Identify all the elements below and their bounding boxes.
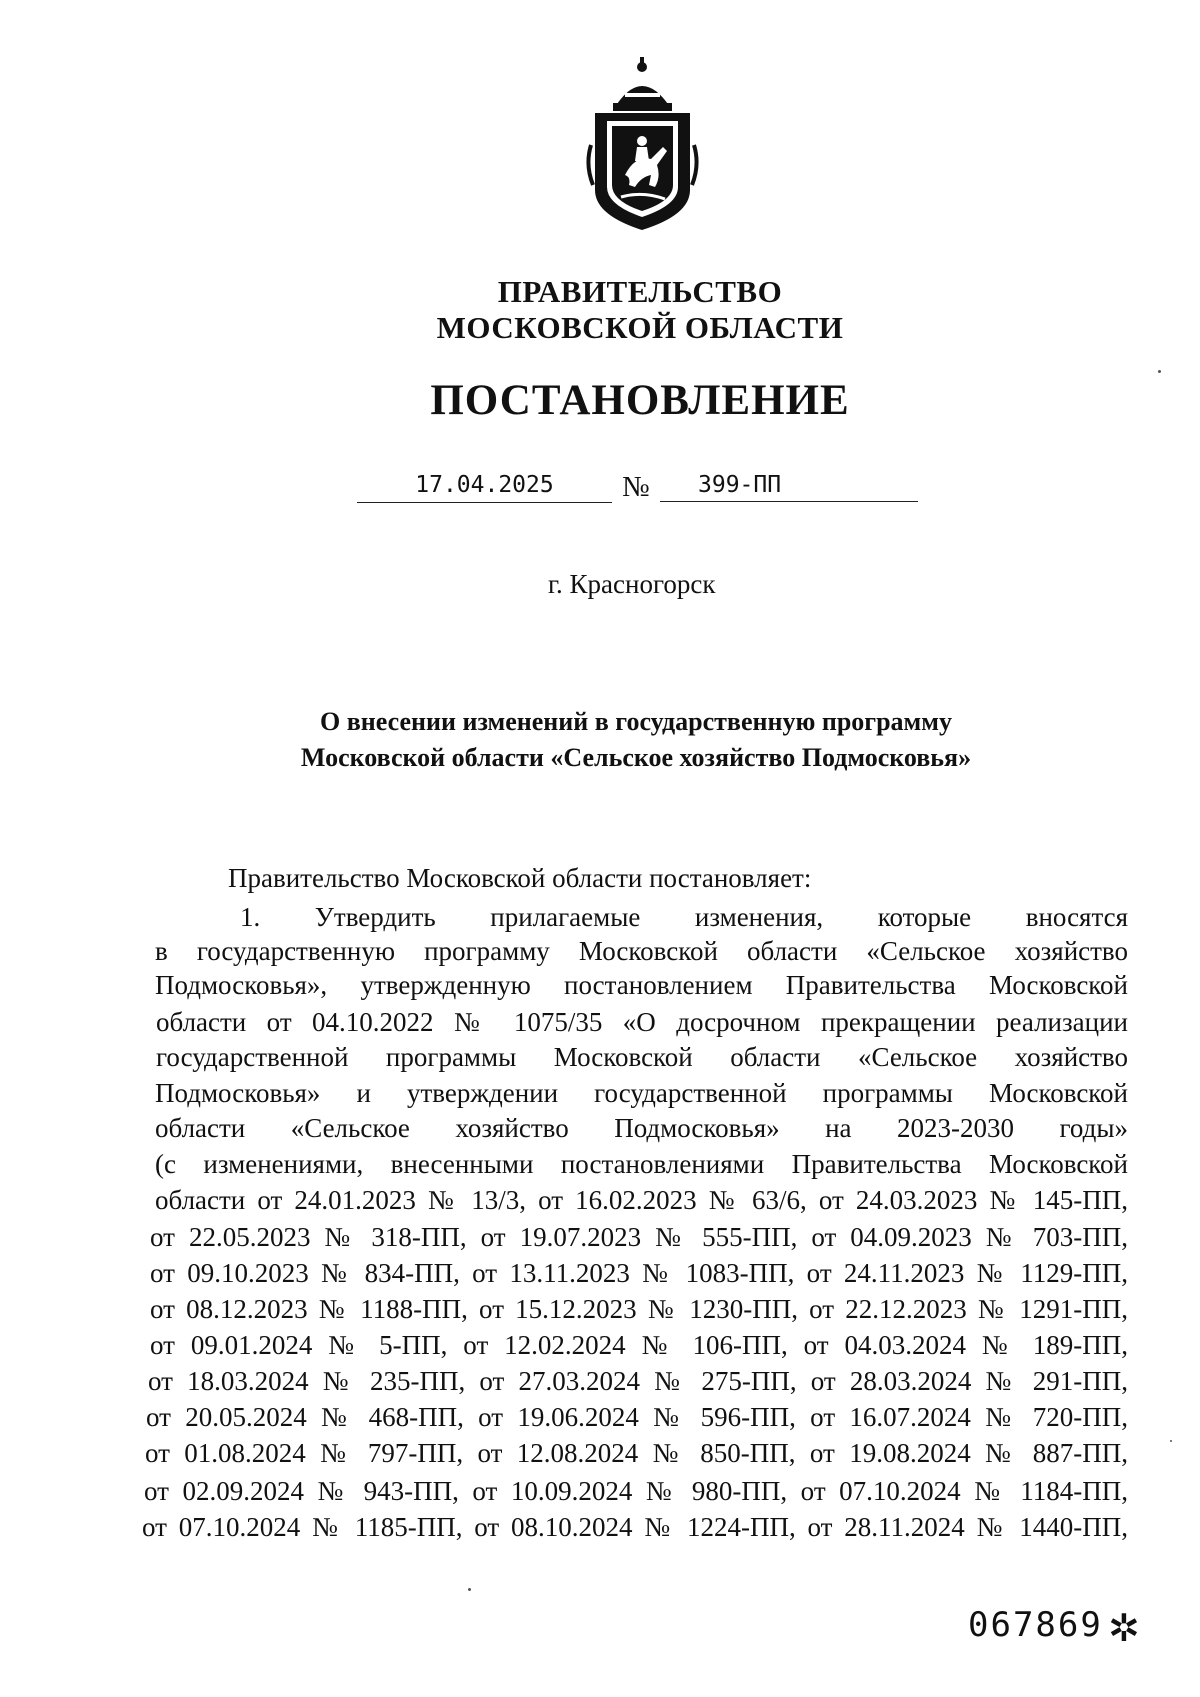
body-line: от 02.09.2024 № 943-ПП, от 10.09.2024 № 980-ПП, от 07.10.2024 № 1184-ПП, bbox=[144, 1476, 1128, 1506]
intro-sentence: Правительство Московской области постановляет: bbox=[228, 863, 812, 893]
body-line: от 18.03.2024 № 235-ПП, от 27.03.2024 № 275-ПП, от 28.03.2024 № 291-ПП, bbox=[148, 1366, 1128, 1396]
body-line: от 09.10.2023 № 834-ПП, от 13.11.2023 № 1083-ПП, от 24.11.2023 № 1129-ПП, bbox=[150, 1258, 1128, 1288]
government-title-line2: МОСКОВСКОЙ ОБЛАСТИ bbox=[436, 310, 844, 345]
coat-of-arms-icon bbox=[585, 55, 700, 235]
body-line: области «Сельское хозяйство Подмосковья» на 2023-2030 годы» bbox=[155, 1113, 1128, 1143]
body-line: от 07.10.2024 № 1185-ПП, от 08.10.2024 № 1224-ПП, от 28.11.2024 № 1440-ПП, bbox=[142, 1512, 1128, 1542]
serial-number: 067869 bbox=[968, 1605, 1103, 1645]
city-label: г. Красногорск bbox=[548, 569, 716, 599]
subject-line-2: Московской области «Сельское хозяйство Подмосковья» bbox=[300, 743, 972, 772]
document-type-heading: ПОСТАНОВЛЕНИЕ bbox=[430, 377, 850, 424]
star-icon: ✲ bbox=[1108, 1608, 1140, 1650]
scan-speck bbox=[1170, 1440, 1172, 1442]
subject-line-1: О внесении изменений в государственную программу bbox=[320, 707, 952, 736]
body-line: от 22.05.2023 № 318-ПП, от 19.07.2023 № 555-ПП, от 04.09.2023 № 703-ПП, bbox=[150, 1222, 1128, 1252]
body-line: от 01.08.2024 № 797-ПП, от 12.08.2024 № 850-ПП, от 19.08.2024 № 887-ПП, bbox=[145, 1438, 1128, 1468]
body-line: (с изменениями, внесенными постановлениями Правительства Московской bbox=[155, 1149, 1128, 1179]
date-number-row bbox=[0, 468, 1200, 508]
body-line: государственной программы Московской области «Сельское хозяйство bbox=[156, 1042, 1128, 1072]
scan-speck bbox=[1158, 370, 1161, 373]
body-line: от 09.01.2024 № 5-ПП, от 12.02.2024 № 106-ПП, от 04.03.2024 № 189-ПП, bbox=[150, 1330, 1128, 1360]
body-line: области от 04.10.2022 № 1075/35 «О досрочном прекращении реализации bbox=[156, 1007, 1128, 1037]
body-line: Подмосковья» и утверждении государственной программы Московской bbox=[155, 1078, 1128, 1108]
body-line: Подмосковья», утвержденную постановлением Правительства Московской bbox=[155, 970, 1128, 1000]
government-title-line1: ПРАВИТЕЛЬСТВО bbox=[497, 274, 783, 309]
scan-speck bbox=[468, 1588, 471, 1591]
document-date: 17.04.2025 bbox=[357, 468, 612, 503]
body-line: от 08.12.2023 № 1188-ПП, от 15.12.2023 № 1230-ПП, от 22.12.2023 № 1291-ПП, bbox=[150, 1294, 1128, 1324]
body-line: в государственную программу Московской области «Сельское хозяйство bbox=[155, 936, 1128, 966]
body-line: области от 24.01.2023 № 13/3, от 16.02.2023 № 63/6, от 24.03.2023 № 145-ПП, bbox=[155, 1185, 1128, 1215]
body-line: 1. Утвердить прилагаемые изменения, которые вносятся bbox=[240, 902, 1128, 932]
number-sign: № bbox=[622, 471, 650, 503]
document-number: 399-ПП bbox=[660, 468, 918, 502]
body-line: от 20.05.2024 № 468-ПП, от 19.06.2024 № 596-ПП, от 16.07.2024 № 720-ПП, bbox=[146, 1402, 1128, 1432]
